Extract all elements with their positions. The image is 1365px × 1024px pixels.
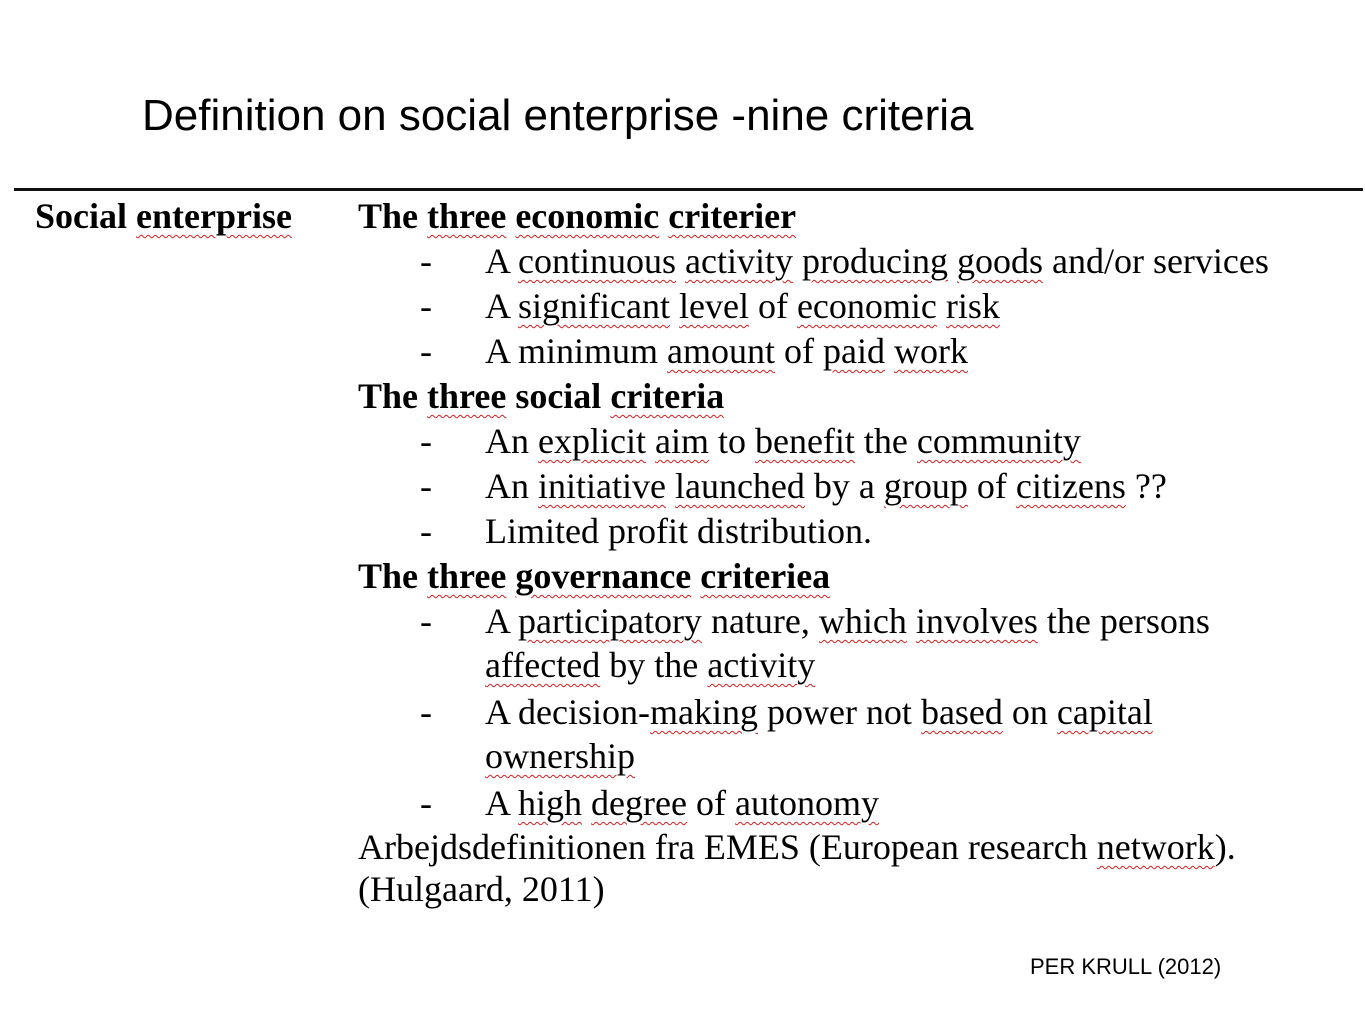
criteria-group-heading <box>358 194 1358 239</box>
criterion-item <box>358 509 1358 554</box>
author-credit: PER KRULL (2012) <box>1030 954 1222 979</box>
spellcheck-flagged-word: amount <box>667 331 776 371</box>
text-run: and/or services <box>1042 241 1269 281</box>
text-run <box>670 286 679 326</box>
criterion-item <box>358 464 1358 509</box>
text-run: ?? <box>1125 466 1167 506</box>
spellcheck-flagged-word: producing <box>801 241 948 281</box>
text-run <box>506 556 515 596</box>
criterion-text <box>485 781 1358 826</box>
text-run: Arbejdsdefinitionen fra EMES (European research <box>358 827 1097 867</box>
table-top-rule <box>14 188 1363 191</box>
text-run: by a <box>804 466 884 506</box>
text-run: Social <box>35 196 137 236</box>
text-run: (Hulgaard, 2011) <box>358 869 605 909</box>
spellcheck-flagged-word: network <box>1096 827 1215 867</box>
text-run: A <box>485 783 519 823</box>
text-run: social <box>506 376 611 416</box>
text-run <box>666 466 675 506</box>
spellcheck-flagged-word: capital <box>1056 692 1153 732</box>
text-run: A <box>485 241 519 281</box>
dash-bullet: - <box>420 783 432 823</box>
criterion-text <box>485 284 1358 329</box>
text-run: the persons <box>1037 601 1210 641</box>
text-run <box>691 556 700 596</box>
criterion-text <box>485 509 1358 554</box>
spellcheck-flagged-word: continuous <box>518 241 677 281</box>
text-run: Limited profit distribution. <box>485 511 872 551</box>
text-run <box>582 783 591 823</box>
spellcheck-flagged-word: high <box>518 783 583 823</box>
text-run: The <box>358 376 428 416</box>
spellcheck-flagged-word: initiative <box>538 466 666 506</box>
text-run: A <box>485 601 519 641</box>
text-run: nature, <box>701 601 819 641</box>
spellcheck-flagged-word: affected <box>485 645 601 685</box>
text-run <box>885 331 894 371</box>
spellcheck-flagged-word: community <box>916 421 1081 461</box>
text-run: power not <box>757 692 921 732</box>
text-run: to <box>708 421 755 461</box>
criterion-item <box>358 239 1358 284</box>
text-run <box>948 241 957 281</box>
criterion-text <box>485 419 1358 464</box>
dash-bullet: - <box>420 466 432 506</box>
spellcheck-flagged-word: economic <box>796 286 937 326</box>
spellcheck-flagged-word: which <box>818 601 907 641</box>
source-note <box>358 868 1358 910</box>
spellcheck-flagged-word: goods <box>956 241 1043 281</box>
criteria-group-heading <box>358 554 1358 599</box>
spellcheck-flagged-word: activity <box>707 645 816 685</box>
text-run <box>907 601 916 641</box>
spellcheck-flagged-word: governance <box>515 556 692 596</box>
slide-title: Definition on social enterprise -nine criteria <box>142 91 974 140</box>
text-run: The <box>358 556 428 596</box>
spellcheck-flagged-word: risk <box>945 286 1000 326</box>
spellcheck-flagged-word: criteria <box>610 376 725 416</box>
criteria-group-heading <box>358 374 1358 419</box>
criterion-item <box>358 781 1358 826</box>
spellcheck-flagged-word: participatory <box>518 601 702 641</box>
criterion-text <box>485 239 1358 284</box>
spellcheck-flagged-word: criterier <box>668 196 797 236</box>
spellcheck-flagged-word: criteriea <box>700 556 831 596</box>
text-run: the <box>854 421 917 461</box>
text-run <box>676 241 685 281</box>
dash-bullet: - <box>420 286 432 326</box>
text-run: The <box>358 196 428 236</box>
criterion-item <box>358 599 1358 687</box>
criterion-text <box>485 690 1285 778</box>
text-run <box>506 196 515 236</box>
spellcheck-flagged-word: aim <box>654 421 709 461</box>
dash-bullet: - <box>420 601 432 641</box>
spellcheck-flagged-word: ownership <box>485 736 635 776</box>
dash-bullet: - <box>420 511 432 551</box>
spellcheck-flagged-word: activity <box>685 241 793 281</box>
spellcheck-flagged-word: enterprise <box>136 196 292 236</box>
text-run: ). <box>1214 827 1236 867</box>
spellcheck-flagged-word: degree <box>591 783 687 823</box>
spellcheck-flagged-word: launched <box>674 466 805 506</box>
spellcheck-flagged-word: work <box>894 331 968 371</box>
spellcheck-flagged-word: explicit <box>538 421 646 461</box>
text-run: of <box>775 331 824 371</box>
text-run: of <box>686 783 735 823</box>
table-row-label <box>35 194 292 238</box>
spellcheck-flagged-word: making <box>649 692 758 732</box>
text-run <box>937 286 946 326</box>
text-run: A minimum <box>485 331 668 371</box>
text-run: of <box>967 466 1016 506</box>
spellcheck-flagged-word: involves <box>915 601 1038 641</box>
spellcheck-flagged-word: significant <box>518 286 670 326</box>
spellcheck-flagged-word: three <box>427 556 507 596</box>
text-run: A decision- <box>485 692 650 732</box>
spellcheck-flagged-word: level <box>678 286 749 326</box>
dash-bullet: - <box>420 241 432 281</box>
criterion-item <box>358 329 1358 374</box>
dash-bullet: - <box>420 692 432 732</box>
text-run <box>646 421 655 461</box>
spellcheck-flagged-word: autonomy <box>734 783 879 823</box>
spellcheck-flagged-word: citizens <box>1015 466 1126 506</box>
spellcheck-flagged-word: based <box>920 692 1003 732</box>
criterion-item <box>358 284 1358 329</box>
spellcheck-flagged-word: paid <box>823 331 885 371</box>
text-run: A <box>485 286 519 326</box>
spellcheck-flagged-word: economic <box>515 196 660 236</box>
source-note <box>358 826 1358 868</box>
criteria-list <box>358 194 1358 910</box>
criterion-text <box>485 329 1358 374</box>
spellcheck-flagged-word: three <box>427 196 507 236</box>
text-run: of <box>748 286 797 326</box>
spellcheck-flagged-word: group <box>883 466 968 506</box>
text-run: An <box>485 466 538 506</box>
spellcheck-flagged-word: three <box>427 376 507 416</box>
criterion-item <box>358 419 1358 464</box>
text-run: by the <box>600 645 708 685</box>
text-run <box>659 196 668 236</box>
criterion-item <box>358 690 1358 778</box>
criterion-text <box>485 464 1358 509</box>
spellcheck-flagged-word: benefit <box>754 421 855 461</box>
text-run <box>793 241 802 281</box>
dash-bullet: - <box>420 331 432 371</box>
criterion-text <box>485 599 1285 687</box>
text-run: on <box>1002 692 1057 732</box>
dash-bullet: - <box>420 421 432 461</box>
text-run: An <box>485 421 538 461</box>
